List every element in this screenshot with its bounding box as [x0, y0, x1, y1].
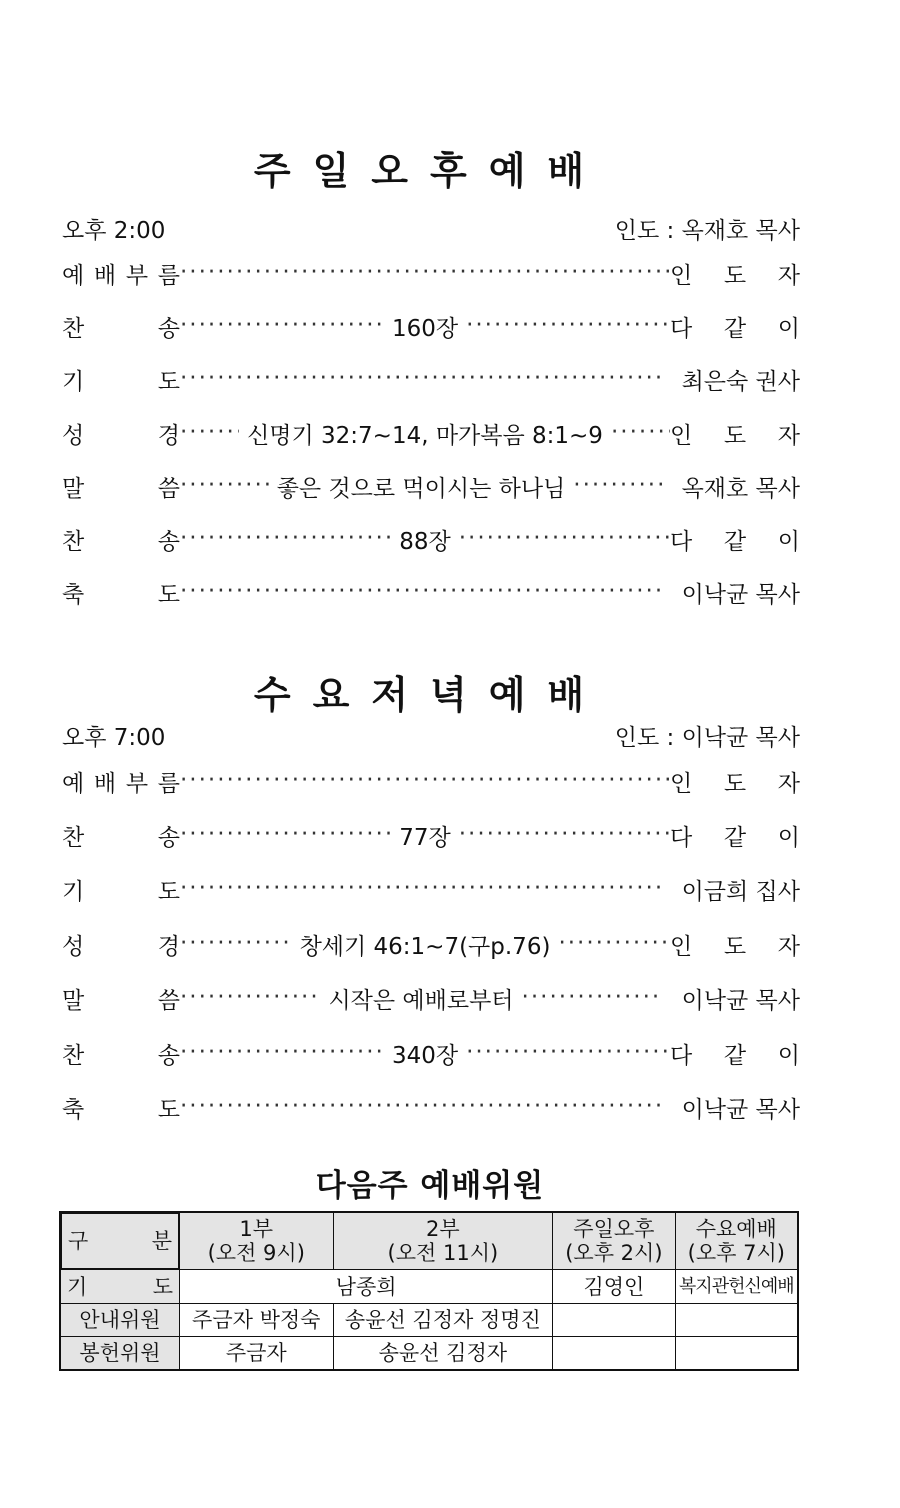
order-item-label: [62, 523, 180, 556]
order-item: [62, 1091, 800, 1123]
dot-leader: [459, 526, 670, 552]
dot-leader: [459, 822, 670, 848]
header-sunday-pm-time: (오후 2시): [565, 1241, 663, 1265]
order-item-label-first: 찬: [62, 315, 85, 342]
dot-leader: [180, 985, 320, 1011]
order-item: [62, 928, 800, 960]
usher-wednesday: [675, 1304, 798, 1337]
header-sunday-pm-name: 주일오후: [573, 1217, 655, 1241]
order-item: [62, 576, 800, 608]
order-item-detail: 창세기 46:1~7(구p.76): [299, 933, 551, 960]
dot-leader: [558, 931, 670, 957]
order-item-label-first: 축: [62, 581, 85, 608]
order-item-label: [62, 310, 180, 343]
order-item: [62, 982, 800, 1014]
dot-leader: [180, 931, 292, 957]
order-item-label: [62, 982, 180, 1015]
prayer-wednesday: 복지관헌신예배: [675, 1270, 798, 1304]
order-item-label-second: 도: [157, 581, 180, 608]
dot-leader: [180, 526, 391, 552]
order-item-label-first: 말: [62, 475, 85, 502]
order-item-label-first: 찬: [62, 824, 85, 851]
sunday-service-time: 오후 2:00: [62, 218, 166, 244]
prayer-label: [60, 1270, 180, 1304]
header-second-service: [333, 1212, 553, 1270]
order-item-label-first: 찬: [62, 1042, 85, 1069]
wednesday-service-time: 오후 7:00: [62, 725, 166, 751]
order-item: [62, 1037, 800, 1069]
dot-leader: [573, 473, 662, 499]
order-item: [62, 310, 800, 342]
order-item-label-first: 축: [62, 1096, 85, 1123]
dot-leader: [180, 1040, 384, 1066]
order-item-label-second: 송: [157, 1042, 180, 1069]
order-item-label-second: 씀: [157, 987, 180, 1014]
order-item-person: 다 같 이: [670, 1042, 800, 1069]
next-week-table: [59, 1211, 799, 1371]
order-item-person: 이낙균 목사: [681, 581, 800, 608]
order-item-label-second: 씀: [157, 475, 180, 502]
order-item-detail: 160장: [391, 315, 459, 342]
order-item-label: [62, 363, 180, 396]
header-second-service-time: (오전 11시): [387, 1241, 499, 1265]
order-item: [62, 417, 800, 449]
dot-leader: [611, 420, 670, 446]
sunday-service-leader: 인도 : 옥재호 목사: [614, 218, 800, 244]
order-item-label: [62, 1037, 180, 1070]
order-item-label-second: 송: [157, 315, 180, 342]
usher-second: 송윤선 김정자 정명진: [333, 1304, 553, 1337]
dot-leader: [180, 822, 391, 848]
header-sunday-pm: [553, 1212, 675, 1270]
header-category: [61, 1213, 179, 1269]
order-item-person: 인 도 자: [670, 422, 801, 449]
prayer-sunday-pm: 김영인: [553, 1270, 675, 1304]
wednesday-service-title: 수요저녁예배: [253, 672, 607, 717]
order-item: [62, 523, 800, 555]
order-item-label-first: 기: [62, 368, 85, 395]
offering-label: 봉헌위원: [60, 1337, 180, 1370]
order-item-detail: 시작은 예배로부터: [328, 987, 514, 1014]
order-item: [62, 765, 800, 797]
order-item-label: [62, 576, 180, 609]
order-item-label: [62, 819, 180, 852]
order-item-person: 옥재호 목사: [681, 475, 800, 502]
next-week-title: 다음주 예배위원: [315, 1168, 545, 1204]
order-item-label-first: 말: [62, 987, 85, 1014]
order-item-label: [62, 1091, 180, 1124]
order-item-person: 이금희 집사: [681, 878, 800, 905]
order-item: [62, 257, 800, 289]
dot-leader: [180, 260, 670, 286]
order-item: [62, 363, 800, 395]
order-item-detail: 신명기 32:7~14, 마가복음 8:1~9: [247, 422, 603, 449]
order-item-detail: 340장: [391, 1042, 459, 1069]
header-first-service-time: (오전 9시): [207, 1241, 305, 1265]
header-wednesday-time: (오후 7시): [687, 1241, 785, 1265]
header-wednesday: [675, 1212, 798, 1270]
dot-leader: [180, 473, 269, 499]
order-item-detail: 77장: [399, 824, 451, 851]
order-item: [62, 873, 800, 905]
order-item-label-first: 성: [62, 933, 85, 960]
order-item: [62, 819, 800, 851]
order-item-label-first: 기: [62, 878, 85, 905]
order-item-label: [62, 470, 180, 503]
header-first-service: [180, 1212, 334, 1270]
order-item-person: 인 도 자: [670, 262, 800, 289]
header-wednesday-name: 수요예배: [695, 1217, 777, 1241]
prayer-main: 남종희: [180, 1270, 553, 1304]
prayer-label-a: 기: [67, 1274, 88, 1299]
wednesday-service-leader: 인도 : 이낙균 목사: [614, 725, 800, 751]
usher-label: 안내위원: [60, 1304, 180, 1337]
order-item-person: 최은숙 권사: [681, 368, 800, 395]
prayer-label-b: 도: [152, 1274, 173, 1299]
order-item-label: [62, 928, 180, 961]
header-first-service-name: 1부: [239, 1217, 274, 1241]
order-item-detail: 좋은 것으로 먹이시는 하나님: [276, 475, 566, 502]
dot-leader: [522, 985, 662, 1011]
order-item-label: 예 배 부 름: [62, 770, 180, 797]
order-item-label: [62, 873, 180, 906]
dot-leader: [180, 366, 662, 392]
order-item-person: 다 같 이: [670, 315, 800, 342]
order-item-label: [62, 417, 180, 450]
sunday-service-title: 주일오후예배: [253, 148, 607, 193]
header-second-service-name: 2부: [426, 1217, 460, 1241]
order-item-person: 이낙균 목사: [681, 987, 800, 1014]
order-item-label-second: 도: [157, 878, 180, 905]
order-item-label-second: 송: [157, 528, 180, 555]
order-item-label-first: 찬: [62, 528, 85, 555]
dot-leader: [180, 579, 662, 605]
dot-leader: [180, 768, 670, 794]
header-category-a: 구: [68, 1229, 89, 1253]
order-item-person: 다 같 이: [670, 528, 800, 555]
dot-leader: [466, 313, 670, 339]
usher-first: 주금자 박정숙: [180, 1304, 334, 1337]
order-item-person: 인 도 자: [670, 770, 800, 797]
offering-sunday-pm: [553, 1337, 675, 1370]
dot-leader: [180, 313, 384, 339]
order-item-label-second: 송: [157, 824, 180, 851]
offering-second: 송윤선 김정자: [333, 1337, 553, 1370]
order-item: [62, 470, 800, 502]
order-item-label-second: 경: [157, 422, 180, 449]
dot-leader: [180, 1094, 662, 1120]
sunday-service-header: [62, 212, 800, 242]
wednesday-service-header: [62, 719, 800, 749]
order-item-label-second: 경: [157, 933, 180, 960]
order-item-detail: 88장: [399, 528, 451, 555]
order-item-person: 이낙균 목사: [681, 1096, 800, 1123]
dot-leader: [466, 1040, 670, 1066]
order-item-label-second: 도: [157, 1096, 180, 1123]
offering-wednesday: [675, 1337, 798, 1370]
usher-sunday-pm: [553, 1304, 675, 1337]
order-item-label-first: 성: [62, 422, 85, 449]
order-item-person: 다 같 이: [670, 824, 800, 851]
order-item-label: 예 배 부 름: [62, 262, 180, 289]
offering-first: 주금자: [180, 1337, 334, 1370]
order-item-label-second: 도: [157, 368, 180, 395]
dot-leader: [180, 876, 662, 902]
dot-leader: [180, 420, 239, 446]
header-category-b: 분: [151, 1229, 172, 1253]
order-item-person: 인 도 자: [670, 933, 800, 960]
